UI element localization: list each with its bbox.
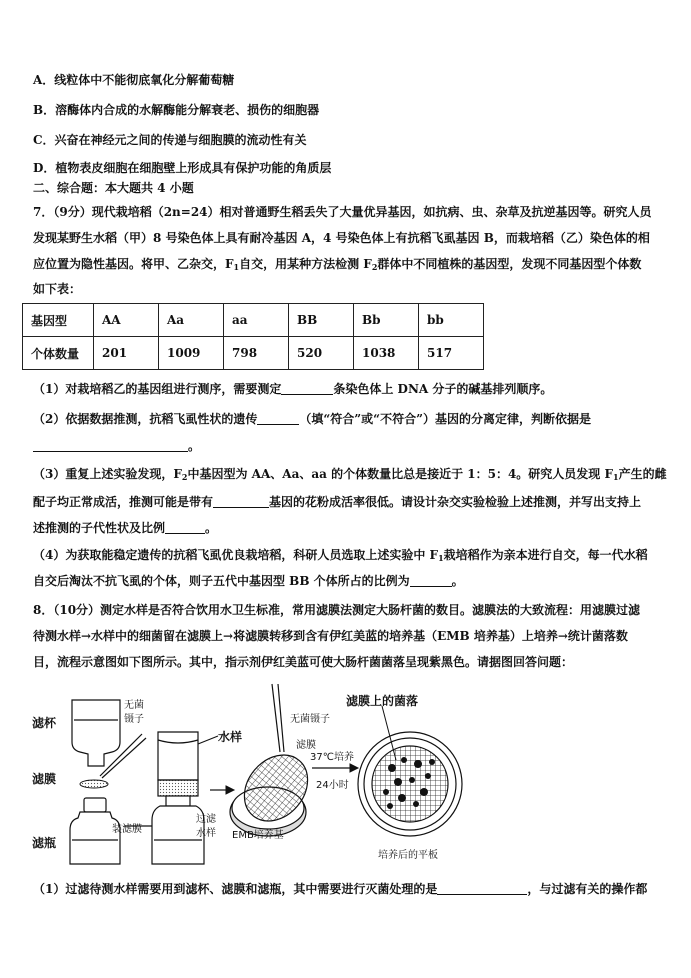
table-cell: 520 [289, 337, 354, 370]
option-b: B．溶酶体内合成的水解酶能分解衰老、损伤的细胞器 [33, 103, 320, 117]
label-flask: 滤瓶 [32, 836, 57, 850]
table-cell: bb [419, 304, 484, 337]
q7-part1: （1）对栽培稻乙的基因组进行测序，需要测定 条染色体上 DNA 分子的碱基排列顺序。 [33, 382, 553, 396]
label-filter-2: 水样 [196, 828, 216, 839]
table-row [23, 337, 484, 370]
label-tweezers-3: 无菌镊子 [290, 714, 330, 725]
membrane-disc-icon [80, 780, 108, 788]
q7-line3: 应位置为隐性基因。将甲、乙杂交，$F_1$自交，用某种方法检测 $F_2$群体中不同植株的基因型，发现不同基因型个体数 [33, 257, 642, 272]
q7-part4-line2: 自交后淘汰不抗飞虱的个体，则子五代中基因型 BB 个体所占的比例为 。 [33, 574, 464, 588]
q7-part3: （3）重复上述实验发现，$F_2$中基因型为 AA、Aa、aa 的个体数量比总是接近于 1：5：4。研究人员发现 $F_1$产生的雌 [33, 467, 667, 482]
table-cell: 1009 [159, 337, 224, 370]
label-filter-1: 过滤 [196, 814, 216, 825]
q7-line1: 7．（9分）现代栽培稻（2n=24）相对普通野生稻丢失了大量优异基因，如抗病、虫、杂草及抗逆基因等。研究人员 [33, 205, 652, 219]
section-heading: 二、综合题：本大题共 4 小题 [33, 181, 194, 195]
q8-line1: 8．（10分）测定水样是否符合饮用水卫生标准，常用滤膜法测定大肠杆菌的数目。滤膜法的大致流程：用滤膜过滤 [33, 603, 641, 617]
label-emb-medium: EMB培养基 [232, 830, 284, 841]
option-d: D．植物表皮细胞在细胞壁上形成具有保护功能的角质层 [33, 161, 332, 175]
label-mount-membrane: 装滤膜 [112, 824, 142, 835]
filter-cup-icon [72, 700, 120, 766]
table-cell: BB [289, 304, 354, 337]
table-cell: Aa [159, 304, 224, 337]
table-cell: 1038 [354, 337, 419, 370]
q7-part3-line2: 配子均正常成活，推测可能是带有 基因的花粉成活率很低。请设计杂交实验检验上述推测，并写出支持上 [33, 495, 642, 509]
table-cell: Bb [354, 304, 419, 337]
filter-apparatus-icon [152, 732, 204, 864]
q7-part2: （2）依据数据推测，抗稻飞虱性状的遗传 （填“符合”或“不符合”）基因的分离定律，判断依据是 [33, 412, 591, 426]
label-membrane: 滤膜 [32, 772, 57, 786]
table-cell: 个体数量 [23, 337, 94, 370]
q8-part1: （1）过滤待测水样需要用到滤杯、滤膜和滤瓶，其中需要进行灭菌处理的是 ，与过滤有关的操作都 [33, 882, 648, 896]
q7-line4: 如下表： [33, 282, 82, 296]
q8-line2: 待测水样→水样中的细菌留在滤膜上→将滤膜转移到含有伊红美蓝的培养基（EMB 培养基）上培养→统计菌落数 [33, 629, 628, 643]
table-cell: 基因型 [23, 304, 94, 337]
table-cell: 201 [94, 337, 159, 370]
culture-plate-icon [358, 732, 462, 836]
emb-dish-icon [230, 742, 321, 836]
genotype-table [22, 303, 484, 370]
tweezers-icon [272, 684, 284, 752]
q7-part4: （4）为获取能稳定遗传的抗稻飞虱优良栽培稻，科研人员选取上述实验中 $F_1$栽培稻作为亲本进行自交，每一代水稻 [33, 548, 648, 563]
q8-line3: 目，流程示意图如下图所示。其中，指示剂伊红美蓝可使大肠杆菌菌落呈现紫黑色。请据图回答问题： [33, 655, 574, 669]
label-cultured-plate: 培养后的平板 [378, 850, 438, 861]
q7-part2-cont: 。 [33, 438, 200, 454]
table-row [23, 304, 484, 337]
label-culture-time: 24小时 [316, 780, 349, 791]
q7-line2: 发现某野生水稻（甲）8 号染色体上具有耐冷基因 A，4 号染色体上有抗稻飞虱基因 B，而栽培稻（乙）染色体的相 [33, 231, 650, 245]
table-cell: 798 [224, 337, 289, 370]
option-c: C．兴奋在神经元之间的传递与细胞膜的流动性有关 [33, 133, 307, 147]
table-cell: aa [224, 304, 289, 337]
label-filter-cup: 滤杯 [32, 716, 57, 730]
label-culture-temp: 37℃培养 [310, 752, 354, 763]
label-tweezers-1: 无菌 [124, 700, 144, 711]
label-tweezers-2: 镊子 [124, 714, 144, 725]
option-a: A．线粒体中不能彻底氧化分解葡萄糖 [33, 73, 235, 87]
arrow-icon [210, 786, 234, 794]
q7-part3-line3: 述推测的子代性状及比例 。 [33, 521, 218, 535]
label-colonies: 滤膜上的菌落 [346, 694, 419, 708]
arrow-icon [312, 764, 358, 772]
table-cell: AA [94, 304, 159, 337]
table-cell: 517 [419, 337, 484, 370]
label-membrane-2: 滤膜 [296, 740, 316, 751]
label-water-sample: 水样 [218, 730, 243, 744]
